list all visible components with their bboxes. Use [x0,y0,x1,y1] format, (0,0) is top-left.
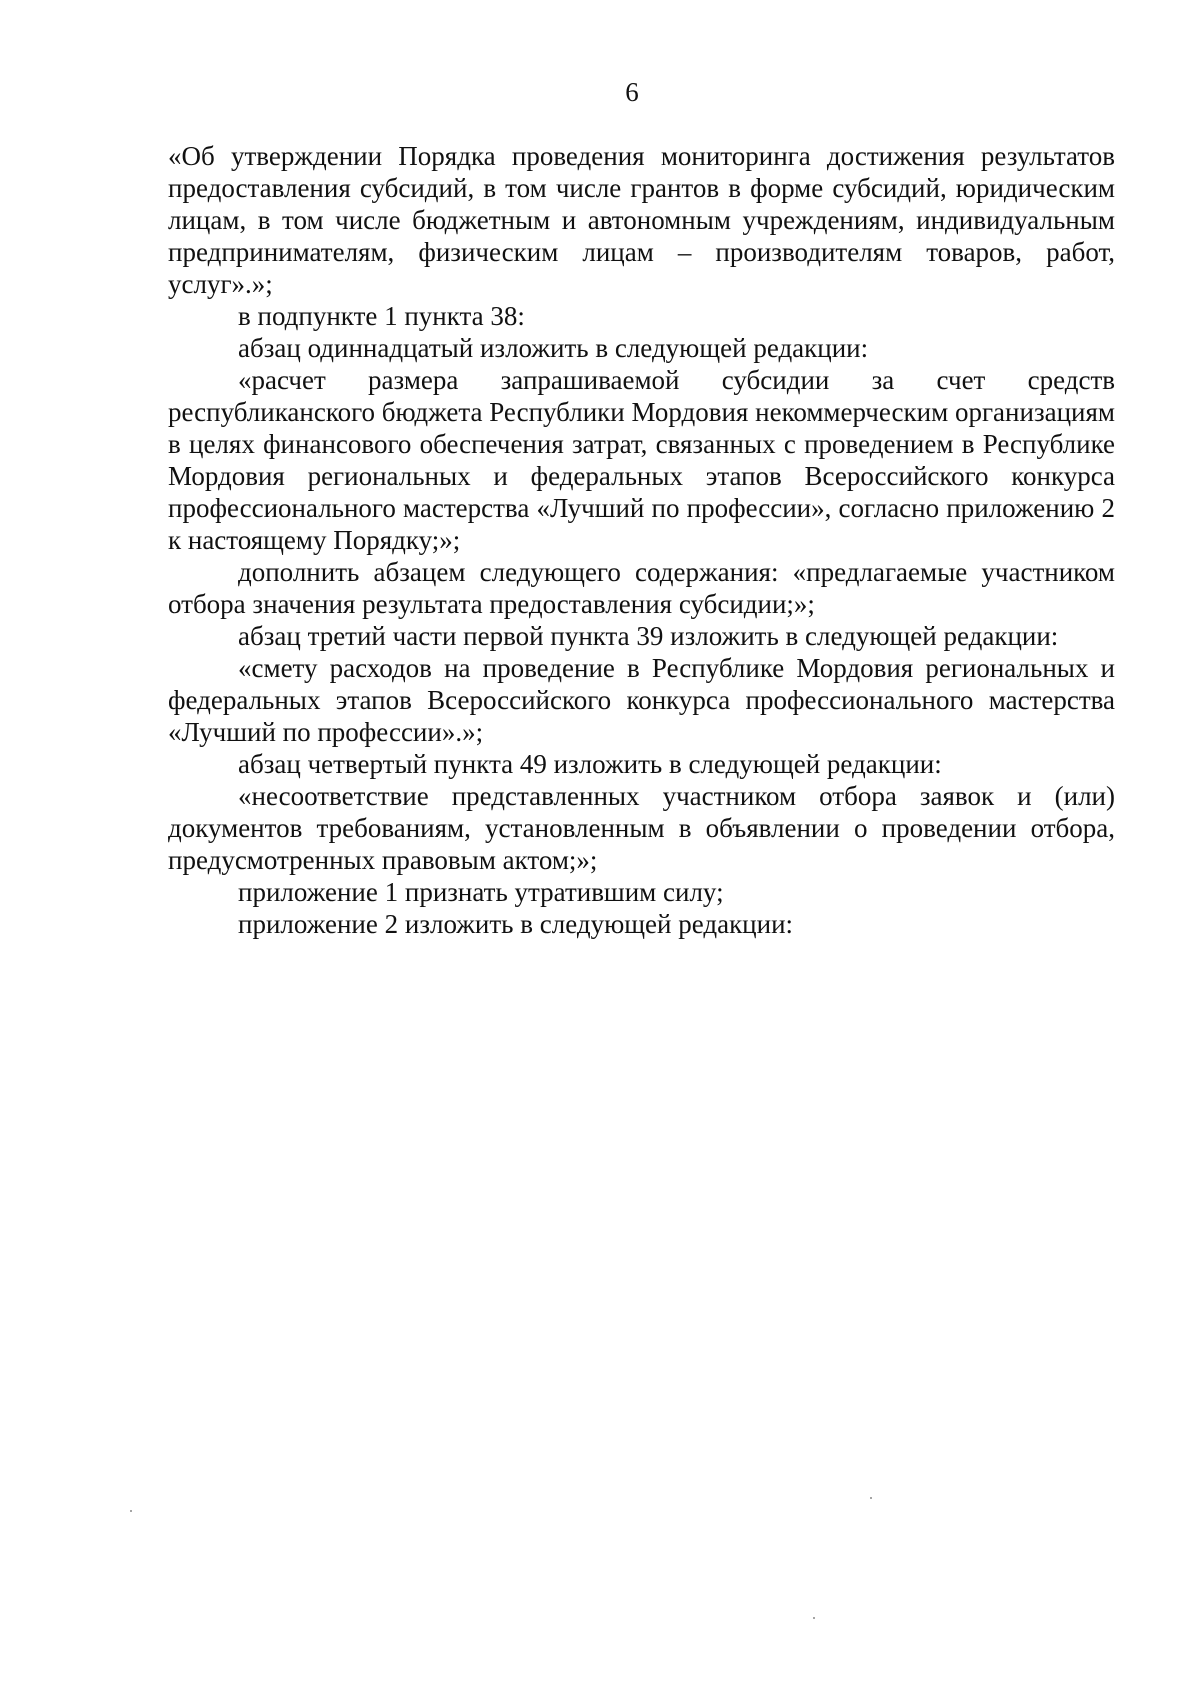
paragraph-7: «смету расходов на проведение в Республике Мордовия региональных и федеральных этапов Всероссийского конкурса профессионального мастерства «Лучший по профессии».»; [168,653,1115,747]
paragraph-1: «Об утверждении Порядка проведения мониторинга достижения результатов предоставления субсидий, в том числе грантов в форме субсидий, юридическим лицам, в том числе бюджетным и автономным учреждениям, индивидуальным предпринимателям, физическим лицам – производителям товаров, работ, услуг».»; [168,141,1115,299]
paragraph-5: дополнить абзацем следующего содержания: «предлагаемые участником отбора значения результата предоставления субсидии;»; [168,557,1115,619]
scan-speck [130,1510,132,1512]
paragraph-4: «расчет размера запрашиваемой субсидии за счет средств республиканского бюджета Республики Мордовия некоммерческим организациям в целях финансового обеспечения затрат, связанных с проведением в Республике Мордовия региональных и федеральных этапов Всероссийского конкурса профессионального мастерства «Лучший по профессии», согласно приложению 2 к настоящему Порядку;»; [168,365,1115,555]
paragraph-2: в подпункте 1 пункта 38: [238,301,525,331]
document-body [168,140,1115,940]
paragraph-9: «несоответствие представленных участником отбора заявок и (или) документов требованиям, установленным в объявлении о проведении отбора, предусмотренных правовым актом;»; [168,781,1115,875]
paragraph-6: абзац третий части первой пункта 39 изложить в следующей редакции: [238,621,1059,651]
scan-speck [813,1617,815,1619]
paragraph-8: абзац четвертый пункта 49 изложить в следующей редакции: [238,749,942,779]
paragraph-10: приложение 1 признать утратившим силу; [238,877,724,907]
paragraph-3: абзац одиннадцатый изложить в следующей редакции: [238,333,869,363]
page-number: 6 [625,77,639,107]
scan-speck [870,1497,872,1499]
paragraph-11: приложение 2 изложить в следующей редакции: [238,909,794,939]
